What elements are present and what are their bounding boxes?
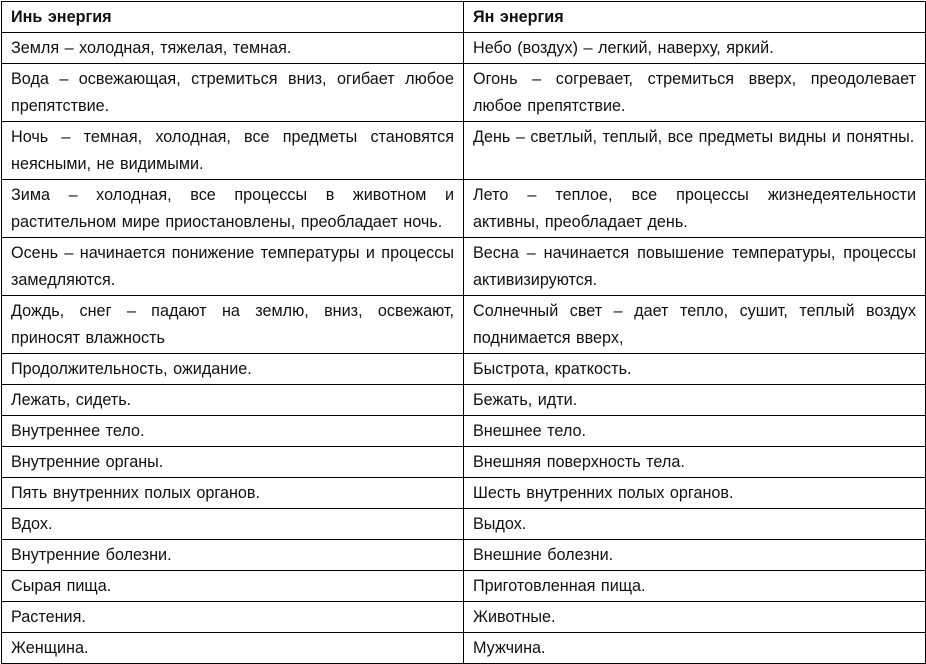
yin-cell: Сырая пища. bbox=[2, 571, 464, 602]
table-row bbox=[2, 602, 926, 633]
table-row bbox=[2, 385, 926, 416]
yin-cell: Продолжительность, ожидание. bbox=[2, 354, 464, 385]
yang-cell: День – светлый, теплый, все предметы видны и понятны. bbox=[464, 122, 926, 180]
yang-cell: Шесть внутренних полых органов. bbox=[464, 478, 926, 509]
yin-cell: Внутреннее тело. bbox=[2, 416, 464, 447]
yang-cell: Мужчина. bbox=[464, 633, 926, 664]
yin-cell: Дождь, снег – падают на землю, вниз, освежают, приносят влажность bbox=[2, 296, 464, 354]
table-row bbox=[2, 238, 926, 296]
yin-cell: Внутренние болезни. bbox=[2, 540, 464, 571]
table-row bbox=[2, 633, 926, 664]
table-row bbox=[2, 354, 926, 385]
table-row bbox=[2, 447, 926, 478]
yang-cell: Бежать, идти. bbox=[464, 385, 926, 416]
table-row bbox=[2, 33, 926, 64]
yin-cell: Внутренние органы. bbox=[2, 447, 464, 478]
table-row bbox=[2, 478, 926, 509]
table-row bbox=[2, 122, 926, 180]
yang-cell: Животные. bbox=[464, 602, 926, 633]
yin-yang-table bbox=[1, 1, 926, 664]
yang-cell: Лето – теплое, все процессы жизнедеятельности активны, преобладает день. bbox=[464, 180, 926, 238]
table-row bbox=[2, 509, 926, 540]
yang-cell: Огонь – согревает, стремиться вверх, преодолевает любое препятствие. bbox=[464, 64, 926, 122]
yang-cell: Выдох. bbox=[464, 509, 926, 540]
yang-cell: Приготовленная пища. bbox=[464, 571, 926, 602]
header-yang: Ян энергия bbox=[464, 2, 926, 33]
yang-cell: Небо (воздух) – легкий, наверху, яркий. bbox=[464, 33, 926, 64]
yang-cell: Весна – начинается повышение температуры, процессы активизируются. bbox=[464, 238, 926, 296]
table-row bbox=[2, 571, 926, 602]
table-row bbox=[2, 416, 926, 447]
yang-cell: Быстрота, краткость. bbox=[464, 354, 926, 385]
table-header-row bbox=[2, 2, 926, 33]
table-row bbox=[2, 296, 926, 354]
table-row bbox=[2, 180, 926, 238]
yin-cell: Женщина. bbox=[2, 633, 464, 664]
yin-cell: Лежать, сидеть. bbox=[2, 385, 464, 416]
yang-cell: Внешние болезни. bbox=[464, 540, 926, 571]
yang-cell: Солнечный свет – дает тепло, сушит, теплый воздух поднимается вверх, bbox=[464, 296, 926, 354]
yin-cell: Зима – холодная, все процессы в животном и растительном мире приостановлены, преобладает ночь. bbox=[2, 180, 464, 238]
table-row bbox=[2, 64, 926, 122]
table-row bbox=[2, 540, 926, 571]
header-yin: Инь энергия bbox=[2, 2, 464, 33]
yin-cell: Осень – начинается понижение температуры и процессы замедляются. bbox=[2, 238, 464, 296]
yang-cell: Внешнее тело. bbox=[464, 416, 926, 447]
yin-cell: Вдох. bbox=[2, 509, 464, 540]
yin-cell: Земля – холодная, тяжелая, темная. bbox=[2, 33, 464, 64]
yin-cell: Растения. bbox=[2, 602, 464, 633]
yin-cell: Пять внутренних полых органов. bbox=[2, 478, 464, 509]
yin-cell: Ночь – темная, холодная, все предметы становятся неясными, не видимыми. bbox=[2, 122, 464, 180]
yang-cell: Внешняя поверхность тела. bbox=[464, 447, 926, 478]
yin-cell: Вода – освежающая, стремиться вниз, огибает любое препятствие. bbox=[2, 64, 464, 122]
